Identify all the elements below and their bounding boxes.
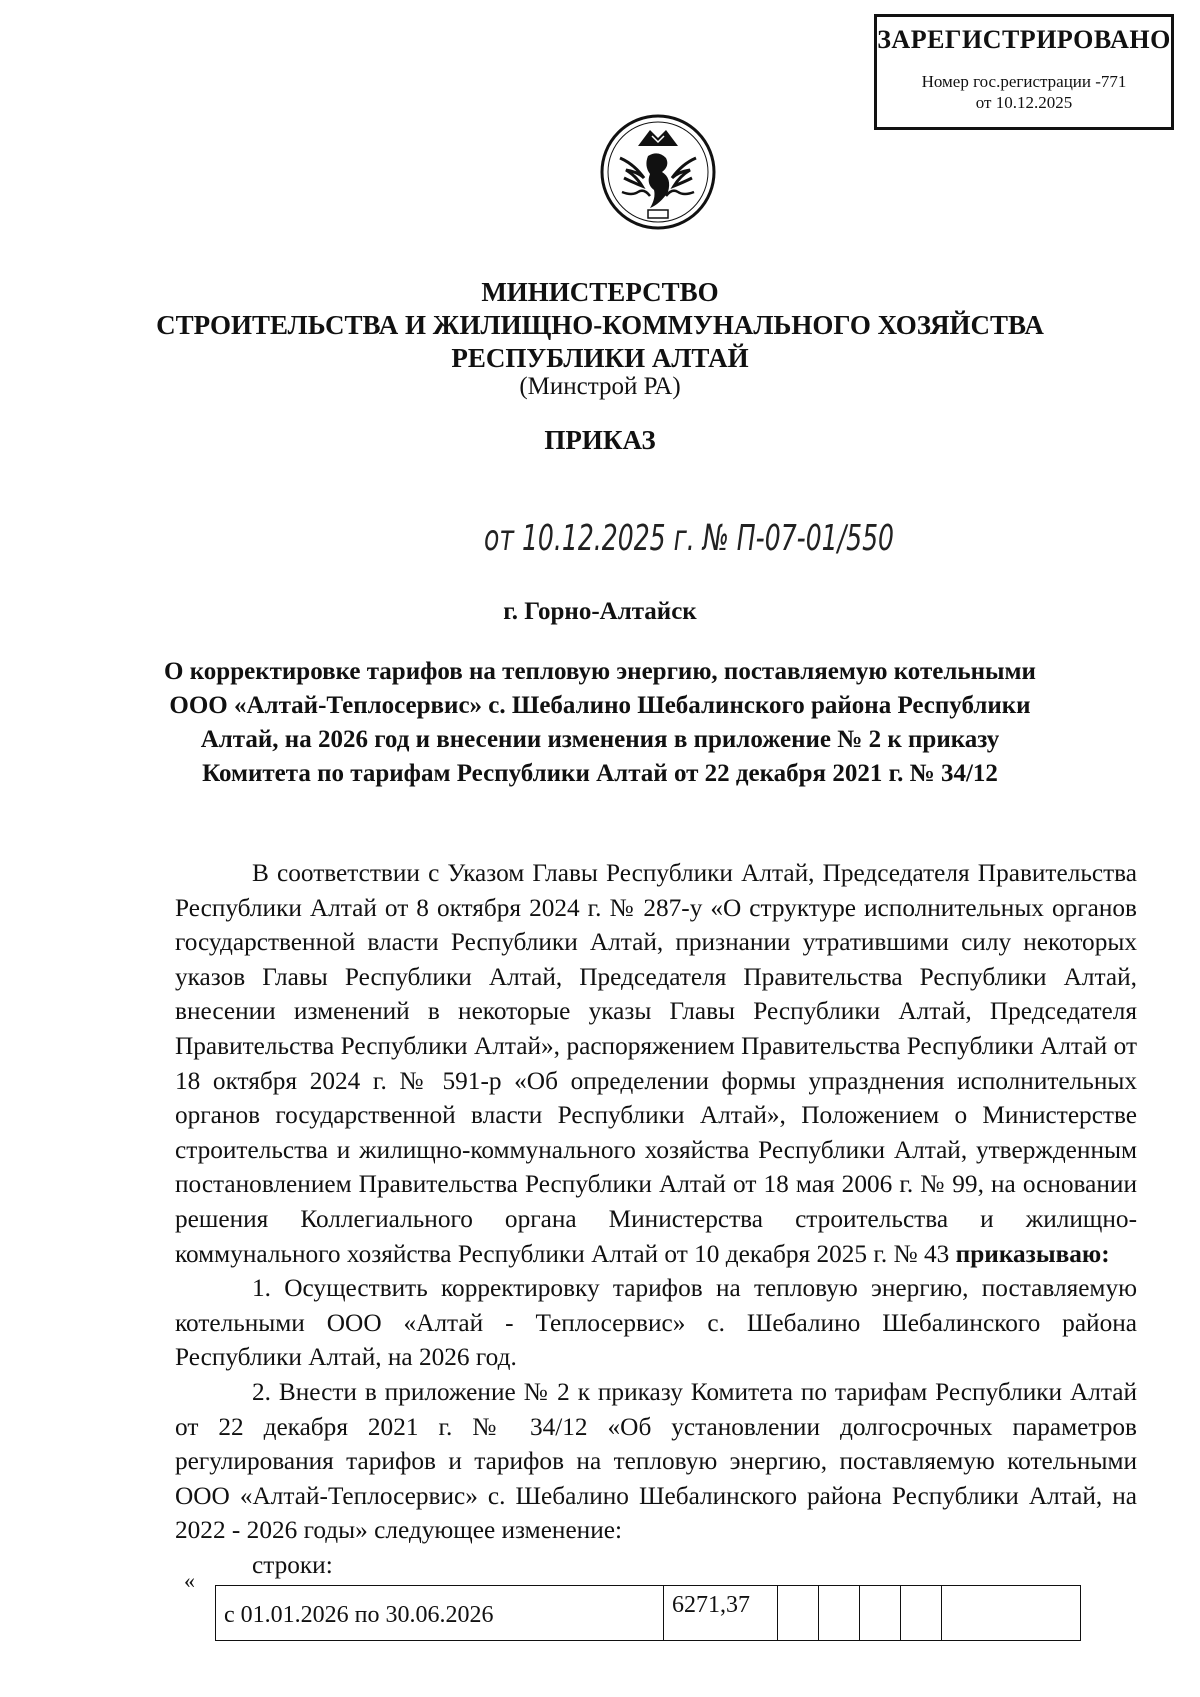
registration-date: от 10.12.2025: [975, 93, 1073, 112]
table-cell-period: с 01.01.2026 по 30.06.2026: [216, 1586, 664, 1640]
registration-number: Номер гос.регистрации -771: [921, 72, 1127, 91]
order-subject: [0, 655, 1200, 791]
subject-line-1: О корректировке тарифов на тепловую энергию, поставляемую котельными: [164, 658, 1036, 685]
tariff-table-row: [215, 1585, 1081, 1641]
subject-line-4: Комитета по тарифам Республики Алтай от 22 декабря 2021 г. № 34/12: [202, 760, 998, 787]
table-cell-empty: [778, 1586, 819, 1640]
ministry-abbreviation: (Минстрой РА): [519, 373, 681, 400]
preamble-paragraph: [175, 856, 1137, 1271]
registration-title: ЗАРЕГИСТРИРОВАНО: [877, 25, 1171, 54]
rows-label: строки:: [252, 1550, 333, 1579]
ministry-line-3: РЕСПУБЛИКИ АЛТАЙ: [451, 343, 749, 373]
handwritten-order-number: [484, 508, 904, 568]
subject-line-3: Алтай, на 2026 год и внесении изменения в приложение № 2 к приказу: [200, 726, 1000, 753]
handwritten-order-text: от 10.12.2025 г. № П-07-01/550: [484, 518, 894, 559]
ministry-line-2: СТРОИТЕЛЬСТВА И ЖИЛИЩНО-КОММУНАЛЬНОГО ХОЗЯЙСТВА: [156, 310, 1044, 340]
table-cell-value: 6271,37: [664, 1586, 778, 1640]
item-1-paragraph: 1. Осуществить корректировку тарифов на тепловую энергию, поставляемую котельными ООО «Алтай - Теплосервис» с. Шебалино Шебалинского района Республики Алтай, на 2026 год.: [175, 1274, 1137, 1372]
table-cell-empty: [901, 1586, 942, 1640]
item-2-paragraph: 2. Внести в приложение № 2 к приказу Комитета по тарифам Республики Алтай от 22 декабря 2021 г. № 34/12 «Об установлении долгосрочных параметров регулирования тарифов и тарифов на тепловую энергию, поставляемую котельными ООО «Алтай-Теплосервис» с. Шебалино Шебалинского района Республики Алтай, на 2022 - 2026 годы» следующее изменение:: [175, 1377, 1137, 1545]
opening-quote: «: [184, 1568, 195, 1593]
order-body: [175, 856, 1137, 1582]
table-cell-empty: [819, 1586, 860, 1640]
city: г. Горно-Алтайск: [503, 598, 697, 625]
coat-of-arms-icon: [598, 112, 718, 232]
registration-stamp: [874, 14, 1174, 130]
ministry-line-1: МИНИСТЕРСТВО: [481, 277, 719, 307]
table-cell-empty: [860, 1586, 901, 1640]
table-cell-empty: [942, 1586, 1080, 1640]
command-word: приказываю:: [955, 1239, 1110, 1268]
ministry-header: [0, 276, 1200, 375]
document-type: ПРИКАЗ: [544, 425, 656, 455]
preamble-text: В соответствии с Указом Главы Республики Алтай, Председателя Правительства Республики Алтай от 8 октября 2024 г. № 287-у «О структуре исполнительных органов государственной власти Республики Алтай, признании утратившими силу некоторых указов Главы Республики Алтай, Председателя Правительства Республики Алтай, внесении изменений в некоторые указы Главы Республики Алтай, Председателя Правительства Республики Алтай», распоряжением Правительства Республики Алтай от 18 октября 2024 г. № 591-р «Об определении формы упразднения исполнительных органов государственной власти Республики Алтай», Положением о Министерстве строительства и жилищно-коммунального хозяйства Республики Алтай, утвержденным постановлением Правительства Республики Алтай от 18 мая 2006 г. № 99, на основании решения Коллегиального органа Министерства строительства и жилищно-коммунального хозяйства Республики Алтай от 10 декабря 2025 г. № 43: [175, 859, 1137, 1268]
subject-line-2: ООО «Алтай-Теплосервис» с. Шебалино Шебалинского района Республики: [169, 692, 1031, 719]
